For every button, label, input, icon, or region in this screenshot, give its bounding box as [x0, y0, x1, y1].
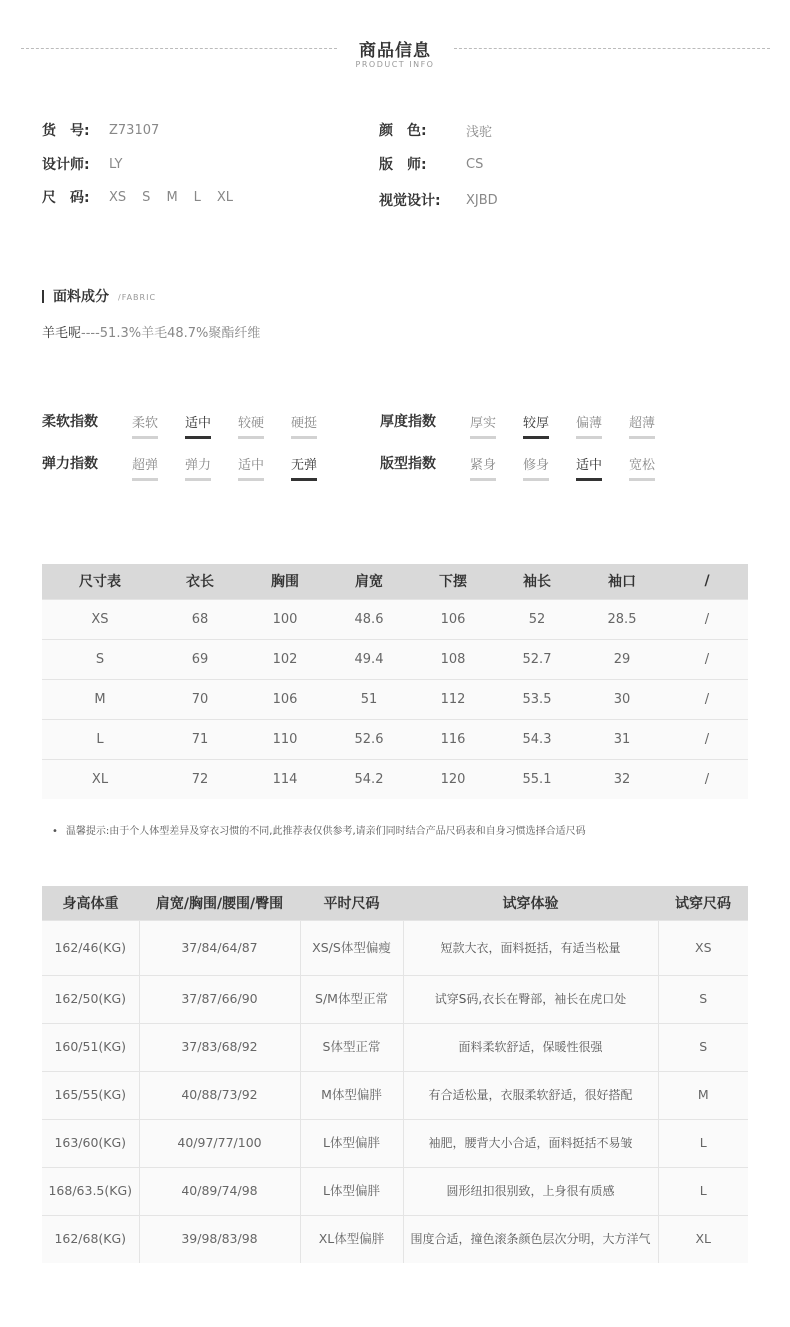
info-designer — [42, 154, 122, 174]
index-fit — [380, 454, 682, 480]
table-cell: 120 — [410, 759, 496, 799]
column-header: 尺寸表 — [42, 564, 158, 599]
try-on-table-header — [42, 886, 748, 920]
info-value: CS — [466, 156, 484, 172]
table-cell: 71 — [158, 719, 242, 759]
index-option: 弹力 — [185, 454, 238, 481]
column-header: 衣长 — [158, 564, 242, 599]
table-cell: L — [658, 1119, 748, 1167]
index-label: 版型指数 — [380, 456, 436, 472]
table-cell: 116 — [410, 719, 496, 759]
table-cell: 40/89/74/98 — [139, 1167, 300, 1215]
fabric-composition-value: ----51.3%羊毛48.7%聚酯纤维 — [81, 326, 261, 341]
table-cell: 108 — [410, 639, 496, 679]
info-label: 尺 码: — [42, 190, 90, 206]
fabric-composition — [42, 322, 260, 341]
size-option: XS — [109, 189, 127, 205]
table-cell: 围度合适，撞色滚条颜色层次分明，大方洋气 — [403, 1215, 658, 1263]
column-header: 肩宽/胸围/腰围/臀围 — [139, 886, 300, 920]
size-table-header — [42, 564, 748, 599]
info-label: 版 师: — [379, 157, 427, 173]
section-header — [0, 32, 790, 76]
column-header: 试穿体验 — [403, 886, 658, 920]
table-cell: 54.2 — [328, 759, 410, 799]
header-divider-right — [454, 48, 770, 49]
table-cell: 112 — [410, 679, 496, 719]
table-cell: 52 — [496, 599, 578, 639]
info-color — [379, 120, 492, 140]
heading-bar — [42, 290, 44, 303]
table-cell: 70 — [158, 679, 242, 719]
column-header: 袖长 — [496, 564, 578, 599]
table-cell: 37/84/64/87 — [139, 920, 300, 975]
column-header: 身高体重 — [42, 886, 139, 920]
table-cell: 51 — [328, 679, 410, 719]
index-option: 紧身 — [470, 454, 523, 481]
index-thickness — [380, 412, 682, 438]
table-cell: / — [666, 759, 748, 799]
table-row — [42, 1167, 748, 1215]
fabric-subtitle: /FABRIC — [118, 293, 157, 302]
index-option-selected: 无弹 — [291, 454, 344, 481]
index-option: 柔软 — [132, 412, 185, 439]
table-cell: 102 — [242, 639, 328, 679]
table-row — [42, 1119, 748, 1167]
bullet-icon: • — [52, 826, 58, 837]
table-cell: 29 — [578, 639, 666, 679]
index-option: 较硬 — [238, 412, 291, 439]
table-cell: 106 — [242, 679, 328, 719]
index-option: 超薄 — [629, 412, 682, 439]
index-label: 弹力指数 — [42, 456, 98, 472]
page-title: 商品信息 — [359, 41, 431, 61]
size-list — [109, 190, 233, 205]
index-softness — [42, 412, 344, 438]
table-row — [42, 679, 748, 719]
table-cell: / — [666, 639, 748, 679]
column-header: 平时尺码 — [300, 886, 403, 920]
index-option-selected: 适中 — [576, 454, 629, 481]
table-cell: M — [658, 1071, 748, 1119]
table-cell: S/M体型正常 — [300, 975, 403, 1023]
table-cell: XL — [658, 1215, 748, 1263]
table-cell: 49.4 — [328, 639, 410, 679]
table-cell: 40/88/73/92 — [139, 1071, 300, 1119]
table-cell: 106 — [410, 599, 496, 639]
size-table — [42, 564, 748, 799]
size-option: L — [193, 189, 201, 205]
table-cell: S — [658, 975, 748, 1023]
table-cell: 有合适松量，衣服柔软舒适，很好搭配 — [403, 1071, 658, 1119]
info-item-no — [42, 120, 159, 140]
table-cell: 48.6 — [328, 599, 410, 639]
table-cell: XS — [42, 599, 158, 639]
table-cell: 163/60(KG) — [42, 1119, 139, 1167]
table-row — [42, 639, 748, 679]
table-cell: 162/46(KG) — [42, 920, 139, 975]
table-cell: 53.5 — [496, 679, 578, 719]
index-option: 偏薄 — [576, 412, 629, 439]
table-cell: 40/97/77/100 — [139, 1119, 300, 1167]
index-label: 柔软指数 — [42, 414, 98, 430]
table-cell: 37/87/66/90 — [139, 975, 300, 1023]
page-subtitle: PRODUCT INFO — [355, 60, 435, 69]
column-header: 肩宽 — [328, 564, 410, 599]
table-cell: 短款大衣，面料挺括，有适当松量 — [403, 920, 658, 975]
size-option: M — [166, 189, 178, 205]
table-cell: 袖肥，腰背大小合适，面料挺括不易皱 — [403, 1119, 658, 1167]
table-row — [42, 1023, 748, 1071]
table-cell: S — [42, 639, 158, 679]
info-pattern-maker — [379, 154, 483, 174]
table-cell: / — [666, 599, 748, 639]
index-option: 修身 — [523, 454, 576, 481]
table-cell: 68 — [158, 599, 242, 639]
size-option: S — [142, 189, 151, 205]
index-option-selected: 适中 — [185, 412, 238, 439]
table-cell: 162/68(KG) — [42, 1215, 139, 1263]
index-option: 硬挺 — [291, 412, 344, 439]
info-label: 设计师: — [42, 157, 90, 173]
table-cell: 试穿S码,衣长在臀部，袖长在虎口处 — [403, 975, 658, 1023]
table-cell: L体型偏胖 — [300, 1167, 403, 1215]
table-cell: 39/98/83/98 — [139, 1215, 300, 1263]
table-row — [42, 975, 748, 1023]
table-cell: 168/63.5(KG) — [42, 1167, 139, 1215]
table-row — [42, 1215, 748, 1263]
index-option: 厚实 — [470, 412, 523, 439]
table-cell: XL — [42, 759, 158, 799]
table-cell: 30 — [578, 679, 666, 719]
index-elasticity — [42, 454, 344, 480]
column-header: 胸围 — [242, 564, 328, 599]
table-cell: / — [666, 719, 748, 759]
table-cell: XS/S体型偏瘦 — [300, 920, 403, 975]
table-cell: 52.6 — [328, 719, 410, 759]
table-row — [42, 599, 748, 639]
tip-text: 温馨提示:由于个人体型差异及穿衣习惯的不同,此推荐表仅供参考,请亲们同时结合产品尺码表和自身习惯选择合适尺码 — [65, 826, 586, 837]
table-cell: 52.7 — [496, 639, 578, 679]
info-label: 视觉设计: — [379, 193, 441, 209]
info-value: Z73107 — [109, 122, 160, 138]
index-option: 适中 — [238, 454, 291, 481]
table-cell: 100 — [242, 599, 328, 639]
index-label: 厚度指数 — [380, 414, 436, 430]
info-label: 货 号: — [42, 123, 90, 139]
column-header: 袖口 — [578, 564, 666, 599]
table-cell: 160/51(KG) — [42, 1023, 139, 1071]
size-option: XL — [216, 189, 234, 205]
table-row — [42, 759, 748, 799]
table-cell: L体型偏胖 — [300, 1119, 403, 1167]
table-cell: S体型正常 — [300, 1023, 403, 1071]
table-cell: 72 — [158, 759, 242, 799]
size-tip — [52, 822, 586, 837]
try-on-table — [42, 886, 748, 1263]
table-cell: 69 — [158, 639, 242, 679]
table-cell: XS — [658, 920, 748, 975]
column-header: 试穿尺码 — [658, 886, 748, 920]
table-cell: 37/83/68/92 — [139, 1023, 300, 1071]
table-cell: 面料柔软舒适，保暖性很强 — [403, 1023, 658, 1071]
table-cell: 54.3 — [496, 719, 578, 759]
table-cell: M体型偏胖 — [300, 1071, 403, 1119]
info-value: XJBD — [466, 192, 498, 208]
table-cell: 110 — [242, 719, 328, 759]
table-cell: L — [42, 719, 158, 759]
table-cell: 32 — [578, 759, 666, 799]
table-row — [42, 1071, 748, 1119]
table-cell: XL体型偏胖 — [300, 1215, 403, 1263]
table-cell: / — [666, 679, 748, 719]
column-header: / — [666, 564, 748, 599]
fabric-name: 羊毛呢 — [42, 326, 82, 341]
info-value: 浅驼 — [466, 124, 493, 140]
table-cell: 165/55(KG) — [42, 1071, 139, 1119]
table-row — [42, 920, 748, 975]
table-cell: M — [42, 679, 158, 719]
table-row — [42, 719, 748, 759]
info-visual-design — [379, 190, 498, 210]
table-cell: 31 — [578, 719, 666, 759]
fabric-heading — [42, 286, 156, 306]
table-cell: 114 — [242, 759, 328, 799]
table-cell: 55.1 — [496, 759, 578, 799]
index-option-selected: 较厚 — [523, 412, 576, 439]
column-header: 下摆 — [410, 564, 496, 599]
info-sizes — [42, 187, 233, 207]
fabric-title: 面料成分 — [53, 289, 109, 305]
index-option: 宽松 — [629, 454, 682, 481]
table-cell: L — [658, 1167, 748, 1215]
table-cell: 28.5 — [578, 599, 666, 639]
index-option: 超弹 — [132, 454, 185, 481]
table-cell: S — [658, 1023, 748, 1071]
info-value: LY — [109, 156, 123, 172]
table-cell: 162/50(KG) — [42, 975, 139, 1023]
table-cell: 圆形纽扣很别致，上身很有质感 — [403, 1167, 658, 1215]
info-label: 颜 色: — [379, 123, 427, 139]
